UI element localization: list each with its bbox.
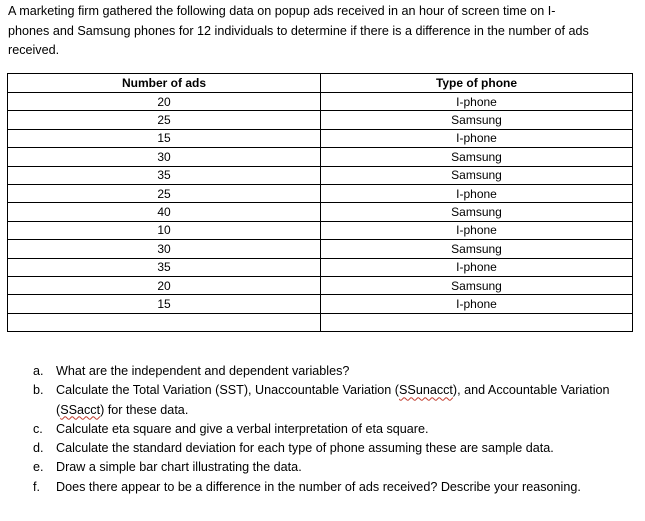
question-text-part: Calculate the Total Variation (SST), Unaccountable Variation ( — [56, 383, 400, 398]
question-text-part: ) for these data. — [100, 402, 189, 417]
cell-phone: I-phone — [321, 184, 633, 202]
spellcheck-word-ssacct: SSacct — [60, 402, 101, 417]
cell-ads: 35 — [8, 258, 321, 276]
question-item-a — [33, 362, 638, 381]
table-row — [8, 276, 633, 294]
cell-empty — [8, 313, 321, 331]
cell-ads: 25 — [8, 184, 321, 202]
table-row — [8, 240, 633, 258]
cell-phone: Samsung — [321, 111, 633, 129]
table-row — [8, 129, 633, 147]
cell-ads: 15 — [8, 129, 321, 147]
intro-line-2: phones and Samsung phones for 12 individuals to determine if there is a difference in the number of ads — [8, 23, 589, 38]
cell-phone: I-phone — [321, 93, 633, 111]
table-empty-row — [8, 313, 633, 331]
table-row — [8, 203, 633, 221]
question-marker: d. — [33, 441, 44, 456]
intro-line-1: A marketing firm gathered the following data on popup ads received in an hour of screen time on I- — [8, 4, 556, 18]
cell-phone: I-phone — [321, 221, 633, 239]
intro-line-3: received. — [8, 43, 60, 57]
question-list — [33, 362, 638, 497]
table-row — [8, 221, 633, 239]
table-row — [8, 111, 633, 129]
table-row — [8, 295, 633, 313]
question-item-d — [33, 439, 638, 458]
question-item-b — [33, 381, 638, 420]
cell-empty — [321, 313, 633, 331]
question-text — [56, 381, 638, 420]
question-text: Calculate eta square and give a verbal interpretation of eta square. — [56, 421, 429, 436]
spellcheck-word-ssunacct: SSunacct — [399, 383, 453, 398]
ads-data-table — [7, 73, 633, 332]
cell-ads: 30 — [8, 148, 321, 166]
cell-ads: 20 — [8, 276, 321, 294]
cell-ads: 30 — [8, 240, 321, 258]
cell-phone: I-phone — [321, 258, 633, 276]
table-row — [8, 148, 633, 166]
question-text: Draw a simple bar chart illustrating the data. — [56, 460, 302, 475]
question-item-f — [33, 478, 638, 497]
cell-phone: Samsung — [321, 203, 633, 221]
cell-phone: Samsung — [321, 166, 633, 184]
cell-phone: I-phone — [321, 295, 633, 313]
question-marker: b. — [33, 383, 44, 398]
question-item-e — [33, 458, 638, 477]
header-type-of-phone: Type of phone — [321, 74, 633, 93]
table-header-row — [8, 74, 633, 93]
table-row — [8, 166, 633, 184]
cell-phone: Samsung — [321, 276, 633, 294]
table-row — [8, 184, 633, 202]
cell-ads: 20 — [8, 93, 321, 111]
cell-ads: 35 — [8, 166, 321, 184]
question-text: What are the independent and dependent variables? — [56, 364, 350, 378]
question-marker: e. — [33, 460, 44, 475]
question-marker: a. — [33, 364, 44, 378]
table-row — [8, 93, 633, 111]
question-item-c — [33, 420, 638, 439]
intro-paragraph — [8, 2, 640, 61]
question-text: Calculate the standard deviation for each type of phone assuming these are sample data. — [56, 441, 554, 456]
cell-ads: 25 — [8, 111, 321, 129]
cell-ads: 40 — [8, 203, 321, 221]
cell-ads: 10 — [8, 221, 321, 239]
cell-ads: 15 — [8, 295, 321, 313]
question-text: Does there appear to be a difference in the number of ads received? Describe your reasoning. — [56, 479, 581, 494]
question-text-part: ), and Accountable Variation ( — [56, 383, 610, 417]
cell-phone: Samsung — [321, 240, 633, 258]
question-marker: f. — [33, 479, 40, 494]
table-row — [8, 258, 633, 276]
cell-phone: Samsung — [321, 148, 633, 166]
header-number-of-ads: Number of ads — [8, 74, 321, 93]
cell-phone: I-phone — [321, 129, 633, 147]
question-marker: c. — [33, 421, 43, 436]
